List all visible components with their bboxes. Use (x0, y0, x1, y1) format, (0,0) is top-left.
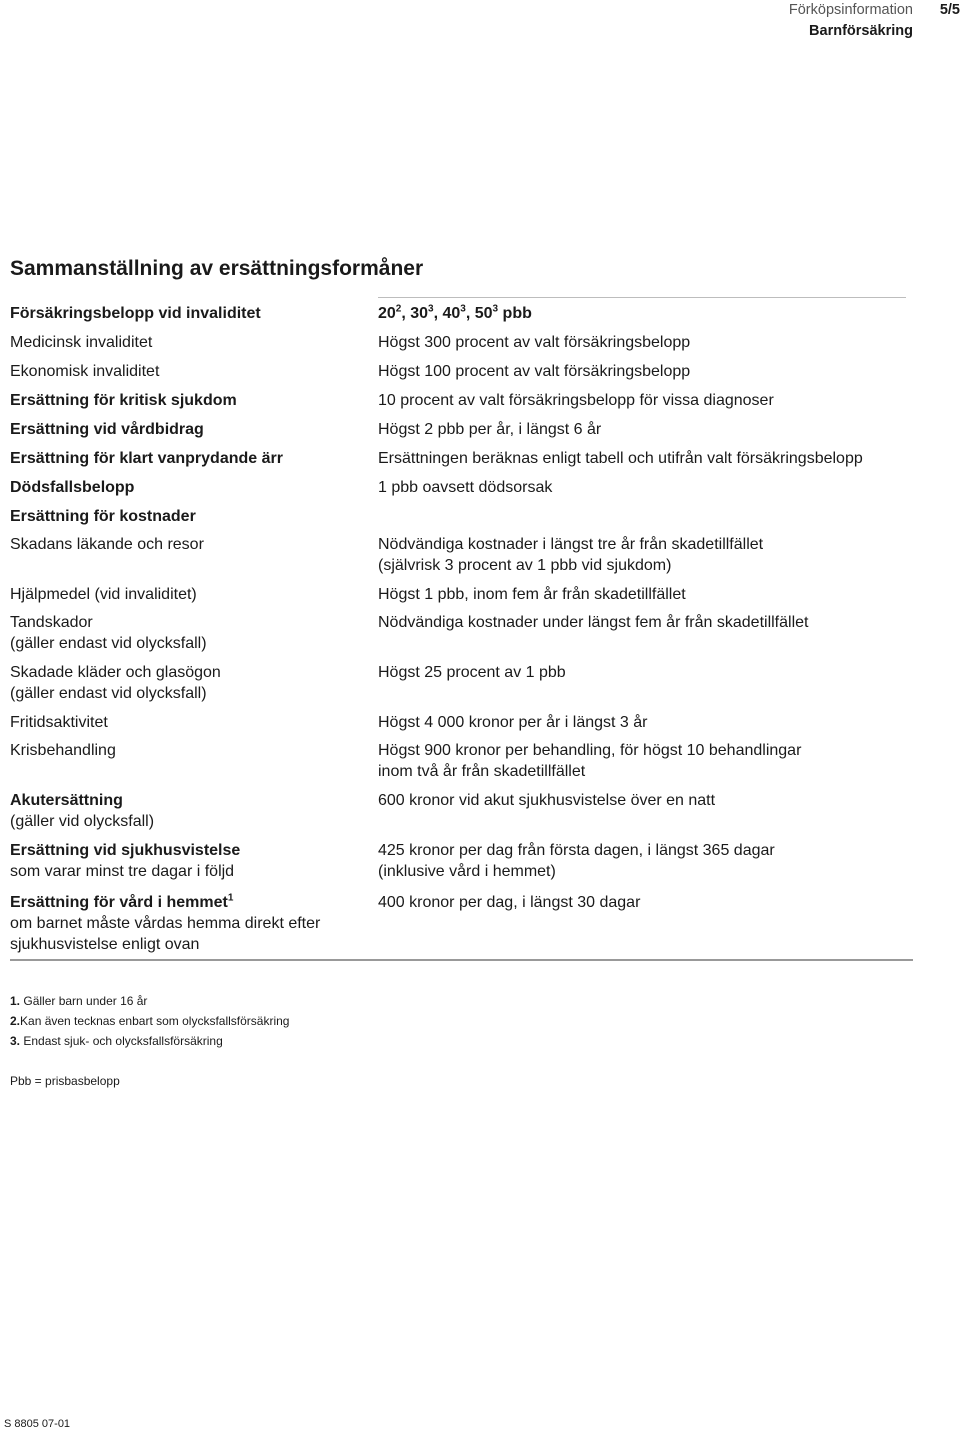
footnote-number: 1. (10, 994, 21, 1008)
benefit-label: Fritidsaktivitet (10, 714, 108, 731)
table-row (10, 302, 913, 331)
benefit-value: 1 pbb oavsett dödsorsak (378, 479, 553, 496)
table-top-rule (378, 297, 906, 298)
benefit-label: Skadans läkande och resor (10, 536, 204, 553)
benefit-value: 10 procent av valt försäkringsbelopp för vissa diagnoser (378, 392, 774, 409)
benefit-label: Ersättning vid sjukhusvistelse som varar minst tre dagar i följd (10, 842, 241, 880)
benefit-value: Högst 1 pbb, inom fem år från skadetillfället (378, 586, 686, 603)
page-number: 5/5 (939, 2, 960, 18)
table-row (10, 505, 913, 533)
benefit-label: Skadade kläder och glasögon (gäller endast vid olycksfall) (10, 664, 221, 702)
benefit-value: 600 kronor vid akut sjukhusvistelse över en natt (378, 792, 716, 809)
benefit-value: 400 kronor per dag, i längst 30 dagar (378, 894, 641, 911)
benefit-value: Högst 900 kronor per behandling, för högst 10 behandlingar inom två år från skadetillfället (378, 742, 802, 780)
benefit-value: Nödvändiga kostnader i längst tre år från skadetillfället (självrisk 3 procent av 1 pbb vid sjukdom) (378, 536, 764, 574)
table-row (10, 447, 913, 476)
benefit-label: Hjälpmedel (vid invaliditet) (10, 586, 197, 603)
footnote-text: Gäller barn under 16 år (23, 994, 148, 1008)
benefit-label: Ekonomisk invaliditet (10, 363, 160, 380)
running-header (789, 0, 913, 42)
benefit-value: Högst 100 procent av valt försäkringsbelopp (378, 363, 691, 380)
page-title: Sammanställning av ersättningsformåner (10, 257, 424, 280)
benefit-label: Försäkringsbelopp vid invaliditet (10, 305, 261, 322)
benefit-label: Ersättning för klart vanprydande ärr (10, 450, 283, 467)
footnote-text: Endast sjuk- och olycksfallsförsäkring (23, 1034, 223, 1048)
benefit-value: Högst 25 procent av 1 pbb (378, 664, 566, 681)
table-row (10, 839, 913, 891)
table-row (10, 360, 913, 389)
header-doc-type: Förköpsinformation (788, 2, 913, 18)
benefit-value (378, 505, 913, 533)
benefit-label: Medicinsk invaliditet (10, 334, 153, 351)
benefit-value: 425 kronor per dag från första dagen, i längst 365 dagar (inklusive vård i hemmet) (378, 842, 775, 880)
benefit-value: Högst 4 000 kronor per år i längst 3 år (378, 714, 648, 731)
table-row (10, 891, 913, 955)
benefits-summary-table (10, 302, 913, 955)
footnote-2 (10, 1011, 289, 1031)
benefit-value: Högst 300 procent av valt försäkringsbelopp (378, 334, 691, 351)
table-row (10, 331, 913, 360)
table-bottom-rule (10, 959, 913, 961)
benefit-value: Högst 2 pbb per år, i längst 6 år (378, 421, 602, 438)
benefit-label: Akutersättning (gäller vid olycksfall) (10, 792, 155, 830)
table-row (10, 583, 913, 611)
benefit-label: Ersättning vid vårdbidrag (10, 421, 204, 438)
benefit-label: Dödsfallsbelopp (10, 479, 135, 496)
header-product: Barnförsäkring (809, 23, 913, 39)
table-row (10, 611, 913, 661)
table-row (10, 533, 913, 583)
abbreviation-note: Pbb = prisbasbelopp (10, 1074, 120, 1088)
table-row (10, 739, 913, 789)
benefit-value: Ersättningen beräknas enligt tabell och utifrån valt försäkringsbelopp (378, 450, 863, 467)
benefit-value: $20^2$, $30^3$, $40^3$, $50^3$ pbb (378, 303, 532, 322)
table-row (10, 661, 913, 711)
footnote-text: Kan även tecknas enbart som olycksfallsförsäkring (20, 1014, 290, 1028)
table-row (10, 389, 913, 418)
benefit-label: Tandskador (gäller endast vid olycksfall) (10, 614, 207, 652)
benefit-label: Ersättning för kritisk sjukdom (10, 392, 237, 409)
footnote-1 (10, 991, 147, 1011)
footnote-3 (10, 1031, 223, 1051)
table-row (10, 711, 913, 739)
footnote-number: 3. (10, 1034, 21, 1048)
benefit-label: Krisbehandling (10, 742, 116, 759)
footnote-number: 2. (10, 1014, 21, 1028)
table-row (10, 418, 913, 447)
document-code: S 8805 07-01 (4, 1418, 71, 1430)
benefit-value: Nödvändiga kostnader under längst fem år från skadetillfället (378, 614, 809, 631)
benefit-label: Ersättning för kostnader (10, 508, 196, 525)
table-row (10, 476, 913, 505)
table-row (10, 789, 913, 839)
benefit-label: Ersättning för vård i hemmet$^1$ om barnet måste vårdas hemma direkt efter sjukhusvistelse enligt ovan (10, 892, 321, 953)
